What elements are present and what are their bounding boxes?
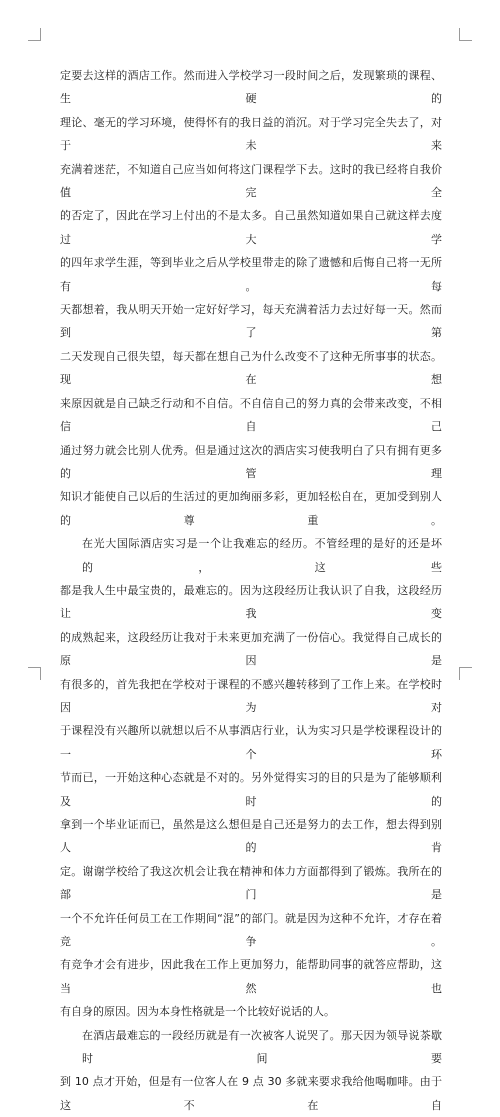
text-line: 一个不允许任何员工在工作期间“混”的部门。就是因为这种不允许，才存在着竞争。 [60, 911, 442, 949]
text-line: 于课程没有兴趣所以就想以后不从事酒店行业，认为实习只是学校课程设计的一个环 [60, 724, 442, 761]
text-line: 来原因就是自己缺乏行动和不自信。不自信自己的努力真的会带来改变，不相信自己 [60, 396, 442, 434]
text-line: 到 10 点才开始，但是有一位客人在 9 点 30 多就来要求我给他喝咖啡。由于这不在自 [60, 1075, 442, 1112]
text-line: 的成熟起来，这段经历让我对于未来更加充满了一份信心。我觉得自己成长的原因是 [60, 630, 442, 668]
crop-mark-bottom-right-v [459, 667, 460, 680]
text-line: 的否定了，因此在学习上付出的不是太多。自己虽然知道如果自己就这样去度过大学 [60, 209, 442, 246]
text-line: 二天发现自己很失望，每天都在想自己为什么改变不了这种无所事事的状态。现在想 [60, 349, 442, 387]
text-line: 拿到一个毕业证而已，虽然是这么想但是自己还是努力的去工作，想去得到别人的肯 [60, 818, 442, 855]
text-line: 定要去这样的酒店工作。然而进入学校学习一段时间之后，发现繁琐的课程、生硬的 [60, 69, 442, 106]
text-line: 充满着迷茫，不知道自己应当如何将这门课程学下去。这时的我已经将自我价值完全 [60, 162, 442, 200]
text-line: 有很多的，首先我把在学校对于课程的不感兴趣转移到了工作上来。在学校时因为对 [60, 677, 442, 714]
text-line: 有自身的原因。因为本身性格就是一个比较好说话的人。 [60, 1005, 335, 1019]
crop-mark-bottom-right-h [459, 667, 472, 668]
text-line: 通过努力就会比别人优秀。但是通过这次的酒店实习使我明白了只有拥有更多的管理 [60, 443, 442, 480]
text-line: 在光大国际酒店实习是一个让我难忘的经历。不管经理的是好的还是坏的，这些 [82, 537, 442, 574]
crop-mark-top-right-v [459, 28, 460, 41]
crop-mark-top-right-h [459, 40, 472, 41]
text-line: 天都想着，我从明天开始一定好好学习，每天充满着活力去过好每一天。然而到了第 [60, 303, 442, 340]
text-line: 理论、毫无的学习环境，使得怀有的我日益的消沉。对于学习完全失去了，对于未来 [60, 115, 442, 153]
text-line: 都是我人生中最宝贵的，最难忘的。因为这段经历让我认识了自我，这段经历让我变 [60, 583, 442, 621]
text-line: 有竞争才会有进步，因此我在工作上更加努力，能帮助同事的就答应帮助，这当然也 [60, 958, 442, 995]
paragraph-2 [60, 532, 442, 1024]
crop-mark-bottom-left-v [40, 667, 41, 680]
text-line: 知识才能使自己以后的生活过的更加绚丽多彩，更加轻松自在，更加受到别人的尊重。 [60, 490, 442, 527]
body-text [60, 64, 442, 1117]
text-line: 在酒店最难忘的一段经历就是有一次被客人说哭了。那天因为领导说茶歇时间要 [82, 1028, 442, 1066]
text-line: 节而已，一开始这种心态就是不对的。另外觉得实习的目的只是为了能够顺利及时的 [60, 771, 442, 808]
paragraph-3 [60, 1024, 442, 1117]
crop-mark-top-left-v [40, 28, 41, 41]
text-line: 的四年求学生涯，等到毕业之后从学校里带走的除了遗憾和后悔自己将一无所有。每 [60, 256, 442, 293]
paragraph-1 [60, 64, 442, 532]
text-line: 定。谢谢学校给了我这次机会让我在精神和体力方面都得到了锻炼。我所在的部门是 [60, 864, 442, 902]
